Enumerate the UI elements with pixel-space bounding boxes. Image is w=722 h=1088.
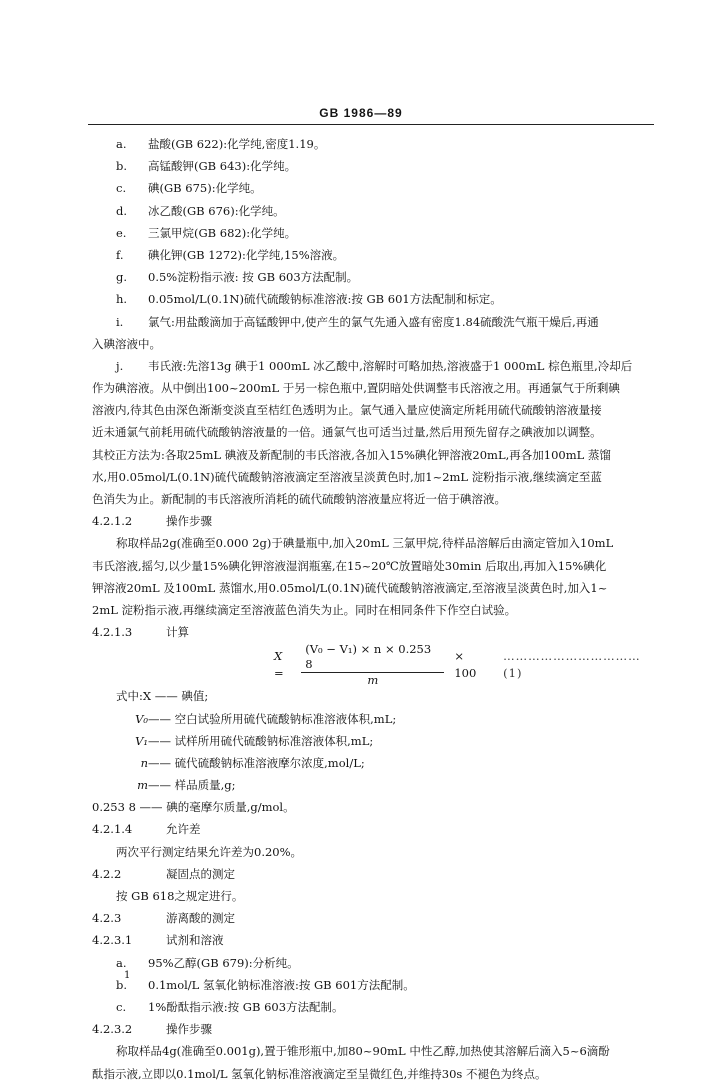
legend-intro: 式中:X —— 碘值; bbox=[116, 689, 209, 704]
item-text: 0.1mol/L 氢氧化钠标准溶液:按 GB 601方法配制。 bbox=[148, 977, 415, 992]
item-label: b. bbox=[116, 977, 128, 992]
item-text: 0.5%淀粉指示液: 按 GB 603方法配制。 bbox=[148, 270, 359, 285]
header-rule bbox=[88, 124, 654, 125]
legend-symbol: n bbox=[140, 755, 148, 770]
section-title: 操作步骤 bbox=[166, 1022, 212, 1037]
item-text: 韦氏液:先溶13g 碘于1 000mL 冰乙酸中,溶解时可略加热,溶液盛于1 000mL 棕色瓶里,冷却后 bbox=[148, 358, 633, 373]
reagent-item-wijs bbox=[92, 358, 658, 380]
section-number: 4.2.3.1 bbox=[92, 933, 133, 948]
formula-numerator: (V₀ − V₁) × n × 0.253 8 bbox=[301, 642, 444, 673]
section-title: 操作步骤 bbox=[166, 514, 212, 529]
item-label: c. bbox=[116, 181, 127, 196]
reagent-item bbox=[92, 203, 658, 225]
item-continuation: 水,用0.05mol/L(0.1N)硫代硫酸钠溶液滴定至溶液呈淡黄色时,加1~2mL 淀粉指示液,继续滴定至蓝 bbox=[92, 469, 602, 484]
item-label: i. bbox=[116, 314, 124, 329]
reagent-item bbox=[92, 225, 658, 247]
legend-text: —— 试样所用硫代硫酸钠标准溶液体积,mL; bbox=[148, 733, 374, 748]
reagent-item bbox=[92, 955, 658, 977]
section-number: 4.2.1.4 bbox=[92, 822, 133, 837]
paragraph-line: 2mL 淀粉指示液,再继续滴定至溶液蓝色消失为止。同时在相同条件下作空白试验。 bbox=[92, 602, 517, 617]
section-title: 游离酸的测定 bbox=[166, 911, 235, 926]
item-label: j. bbox=[116, 358, 124, 373]
legend-symbol: m bbox=[137, 778, 148, 793]
item-text: 1%酚酞指示液:按 GB 603方法配制。 bbox=[148, 999, 344, 1014]
formula-lhs: X = bbox=[274, 648, 284, 681]
paragraph-line: 称取样品4g(准确至0.001g),置于锥形瓶中,加80~90mL 中性乙醇,加热使其溶解后滴入5~6滴酚 bbox=[116, 1044, 610, 1059]
item-continuation: 近未通氯气前耗用硫代硫酸钠溶液量的一倍。通氯气也可适当过量,然后用预先留存之碘液加以调整。 bbox=[92, 425, 602, 440]
item-text: 氯气:用盐酸滴加于高锰酸钾中,使产生的氯气先通入盛有密度1.84硫酸洗气瓶干燥后,再通 bbox=[148, 314, 599, 329]
section-title: 试剂和溶液 bbox=[166, 933, 224, 948]
section-title: 计算 bbox=[166, 625, 189, 640]
reagent-item bbox=[92, 269, 658, 291]
legend-constant: 0.253 8 —— 碘的毫摩尔质量,g/mol。 bbox=[92, 800, 295, 815]
item-text: 碘(GB 675):化学纯。 bbox=[148, 181, 262, 196]
iodine-value-formula bbox=[92, 642, 658, 688]
item-text: 冰乙酸(GB 676):化学纯。 bbox=[148, 203, 285, 218]
legend-text: —— 硫代硫酸钠标准溶液摩尔浓度,mol/L; bbox=[148, 755, 365, 770]
section-heading bbox=[92, 932, 658, 954]
reagent-item bbox=[92, 158, 658, 180]
paragraph-line: 钾溶液20mL 及100mL 蒸馏水,用0.05mol/L(0.1N)硫代硫酸钠溶液滴定,至溶液呈淡黄色时,加入1~ bbox=[92, 580, 608, 595]
paragraph-line: 称取样品2g(准确至0.000 2g)于碘量瓶中,加入20mL 三氯甲烷,待样品溶解后由滴定管加入10mL bbox=[116, 536, 614, 551]
reagent-item bbox=[92, 291, 658, 313]
section-number: 4.2.3 bbox=[92, 911, 122, 926]
reagent-item-chlorine bbox=[92, 314, 658, 336]
item-label: b. bbox=[116, 159, 128, 174]
item-text: 高锰酸钾(GB 643):化学纯。 bbox=[148, 159, 297, 174]
formula-tail: × 100 bbox=[454, 648, 477, 681]
section-title: 允许差 bbox=[166, 822, 201, 837]
item-continuation: 其校正方法为:各取25mL 碘液及新配制的韦氏溶液,各加入15%碘化钾溶液20mL,再各加100mL 蒸馏 bbox=[92, 447, 611, 462]
formula-denominator: m bbox=[367, 673, 379, 688]
item-continuation: 作为碘溶液。从中倒出100~200mL 于另一棕色瓶中,置阴暗处供调整韦氏溶液之用。再通氯气于所剩碘 bbox=[92, 381, 620, 396]
section-heading bbox=[92, 866, 658, 888]
legend-text: —— 样品质量,g; bbox=[148, 778, 236, 793]
legend-text: —— 空白试验所用硫代硫酸钠标准溶液体积,mL; bbox=[148, 711, 397, 726]
paragraph-line: 酞指示液,立即以0.1mol/L 氢氧化钠标准溶液滴定至呈微红色,并维持30s 不褪色为终点。 bbox=[92, 1066, 547, 1081]
item-continuation: 色消失为止。新配制的韦氏溶液所消耗的硫代硫酸钠溶液量应将近一倍于碘溶液。 bbox=[92, 492, 506, 506]
legend-symbol: V₀ bbox=[135, 711, 148, 726]
item-text: 95%乙醇(GB 679):分析纯。 bbox=[148, 955, 299, 970]
section-number: 4.2.2 bbox=[92, 866, 122, 881]
reagent-item bbox=[92, 180, 658, 202]
reagent-item bbox=[92, 977, 658, 999]
item-text: 碘化钾(GB 1272):化学纯,15%溶液。 bbox=[148, 247, 345, 262]
item-text: 0.05mol/L(0.1N)硫代硫酸钠标准溶液:按 GB 601方法配制和标定。 bbox=[148, 292, 502, 307]
document-body bbox=[92, 136, 658, 1088]
legend-item bbox=[92, 777, 658, 799]
item-label: c. bbox=[116, 999, 127, 1014]
section-number: 4.2.3.2 bbox=[92, 1022, 133, 1037]
paragraph-line: 按 GB 618之规定进行。 bbox=[116, 889, 244, 903]
item-label: d. bbox=[116, 203, 128, 218]
section-heading bbox=[92, 910, 658, 932]
item-continuation: 入碘溶液中。 bbox=[92, 336, 161, 351]
paragraph-line: 韦氏溶液,摇匀,以少量15%碘化钾溶液湿润瓶塞,在15~20℃放置暗处30min 后取出,再加入15%碘化 bbox=[92, 558, 607, 573]
section-number: 4.2.1.2 bbox=[92, 514, 133, 529]
paragraph-line: 两次平行测定结果允许差为0.20%。 bbox=[116, 844, 303, 859]
formula-fraction bbox=[301, 642, 444, 688]
section-title: 凝固点的测定 bbox=[166, 866, 235, 881]
item-text: 三氯甲烷(GB 682):化学纯。 bbox=[148, 225, 297, 240]
legend-item bbox=[92, 733, 658, 755]
section-number: 4.2.1.3 bbox=[92, 625, 133, 640]
item-label: g. bbox=[116, 270, 128, 285]
item-label: a. bbox=[116, 137, 127, 151]
item-label: h. bbox=[116, 292, 128, 307]
item-text: 盐酸(GB 622):化学纯,密度1.19。 bbox=[148, 137, 326, 151]
reagent-item bbox=[92, 247, 658, 269]
item-continuation: 溶液内,待其色由深色渐渐变淡直至桔红色透明为止。氯气通入量应使滴定所耗用硫代硫酸钠溶液量接 bbox=[92, 403, 602, 418]
legend-item bbox=[92, 711, 658, 733]
section-heading bbox=[92, 1021, 658, 1043]
equation-number: ……………………………(1) bbox=[503, 648, 641, 681]
section-heading bbox=[92, 821, 658, 843]
legend-symbol: V₁ bbox=[135, 733, 148, 748]
item-label: e. bbox=[116, 225, 127, 240]
item-label: f. bbox=[116, 247, 124, 262]
reagent-list bbox=[92, 136, 658, 513]
page-number: 1 bbox=[124, 970, 131, 981]
legend-item bbox=[92, 755, 658, 777]
reagent-item bbox=[92, 999, 658, 1021]
reagent-item bbox=[92, 136, 658, 158]
standard-code: GB 1986—89 bbox=[319, 106, 403, 120]
section-heading bbox=[92, 513, 658, 535]
item-label: a. bbox=[116, 955, 127, 970]
